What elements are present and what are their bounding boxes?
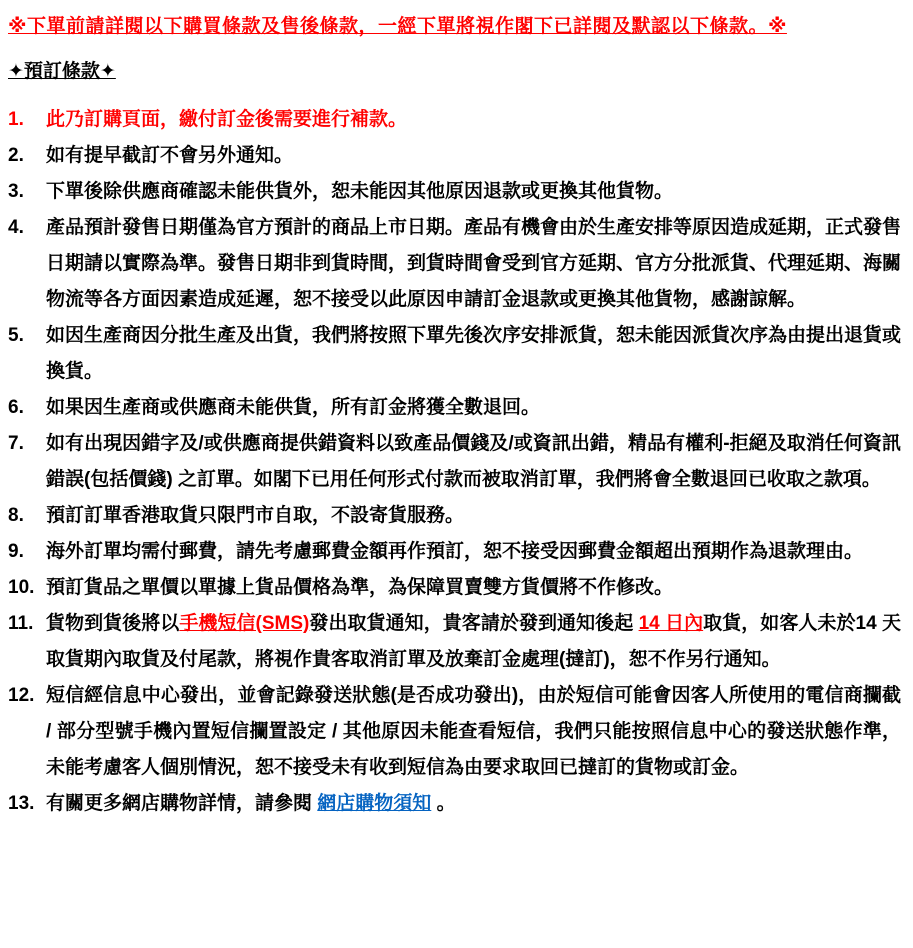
term-segment: 產品預計發售日期僅為官方預計的商品上市日期。產品有機會由於生產安排等原因造成延期，正式發售日期請以實際為準。發售日期非到貨時間，到貨時間會受到官方延期、官方分批派貨、代理延期、海關物流等各方面因素造成延遲，恕不接受以此原因申請訂金退款或更換其他貨物，感謝諒解。 [46,217,902,311]
term-number: 9. [8,541,24,563]
term-number: 1. [8,109,24,131]
term-number: 12. [8,685,35,707]
deadline-emphasis: 14 日內 [638,613,704,635]
term-item-1 [8,102,901,138]
term-item-3 [8,174,901,210]
term-text [46,102,901,138]
term-item-10 [8,570,901,606]
purchase-notice-header: ※下單前請詳閱以下購買條款及售後條款，一經下單將視作閣下已詳閱及默認以下條款。※ [8,16,787,37]
term-number: 5. [8,325,24,347]
term-text [46,534,901,570]
term-text [46,174,901,210]
term-segment: 如果因生產商或供應商未能供貨，所有訂金將獲全數退回。 [46,397,541,419]
term-item-5 [8,318,901,390]
term-segment: 短信經信息中心發出，並會記錄發送狀態(是否成功發出)，由於短信可能會因客人所使用的電信商攔截 / 部分型號手機內置短信攔置設定 / 其他原因未能查看短信，我們只能按照信息中心的發送狀態作準，未能考慮客人個別情況，恕不接受未有收到短信為由要求取回已撻訂的貨物或訂金。 [46,685,901,779]
term-number: 8. [8,505,24,527]
term-item-8 [8,498,901,534]
term-number: 13. [8,793,35,815]
term-text [46,138,901,174]
term-segment: 。 [431,793,456,815]
term-item-2 [8,138,901,174]
term-item-9 [8,534,901,570]
sms-emphasis: 手機短信(SMS) [179,613,310,635]
term-segment: 發出取貨通知，貴客請於發到通知後起 [309,613,639,635]
term-segment: 有關更多網店購物詳情，請參閱 [46,793,318,815]
term-text [46,606,901,678]
preorder-terms-title: ✦預訂條款✦ [8,61,116,83]
term-text [46,678,901,786]
terms-list [8,102,901,822]
term-text [46,786,901,822]
term-segment: 貨物到貨後將以 [46,613,180,635]
term-item-13 [8,786,901,822]
term-text [46,426,901,498]
term-text [46,570,901,606]
term-item-6 [8,390,901,426]
term-segment: 取貨，如客人未於14 天取貨期內取貨及付尾款，將視作貴客取消訂單及放棄訂金處理(撻訂)，恕不作另行通知。 [46,613,901,671]
term-segment: 如有出現因錯字及/或供應商提供錯資料以致產品價錢及/或資訊出錯，精品有權利-拒絕及取消任何資訊錯誤(包括價錢) 之訂單。如閣下已用任何形式付款而被取消訂單，我們將會全數退回已收取之款項。 [46,433,901,491]
term-number: 3. [8,181,24,203]
term-item-11 [8,606,901,678]
term-item-12 [8,678,901,786]
term-number: 10. [8,577,35,599]
term-segment: 如因生產商因分批生產及出貨，我們將按照下單先後次序安排派貨，恕未能因派貨次序為由提出退貨或換貨。 [46,325,902,383]
term-number: 7. [8,433,24,455]
term-segment: 如有提早截訂不會另外通知。 [46,145,294,167]
term-number: 2. [8,145,24,167]
term-text [46,318,901,390]
term-segment: 海外訂單均需付郵費，請先考慮郵費金額再作預訂，恕不接受因郵費金額超出預期作為退款理由。 [46,541,864,563]
term-item-7 [8,426,901,498]
term-segment: 下單後除供應商確認未能供貨外，恕未能因其他原因退款或更換其他貨物。 [46,181,674,203]
term-segment: 預訂訂單香港取貨只限門市自取，不設寄貨服務。 [46,505,465,527]
term-text [46,390,901,426]
term-number: 4. [8,217,24,239]
term-segment: 此乃訂購頁面，繳付訂金後需要進行補款。 [46,109,408,131]
term-segment: 預訂貨品之單價以單據上貨品價格為準，為保障買賣雙方貨價將不作修改。 [46,577,674,599]
term-number: 6. [8,397,24,419]
term-item-4 [8,210,901,318]
shop-guide-link[interactable]: 網店購物須知 [317,793,432,815]
term-text [46,210,901,318]
term-number: 11. [8,613,34,635]
term-text [46,498,901,534]
